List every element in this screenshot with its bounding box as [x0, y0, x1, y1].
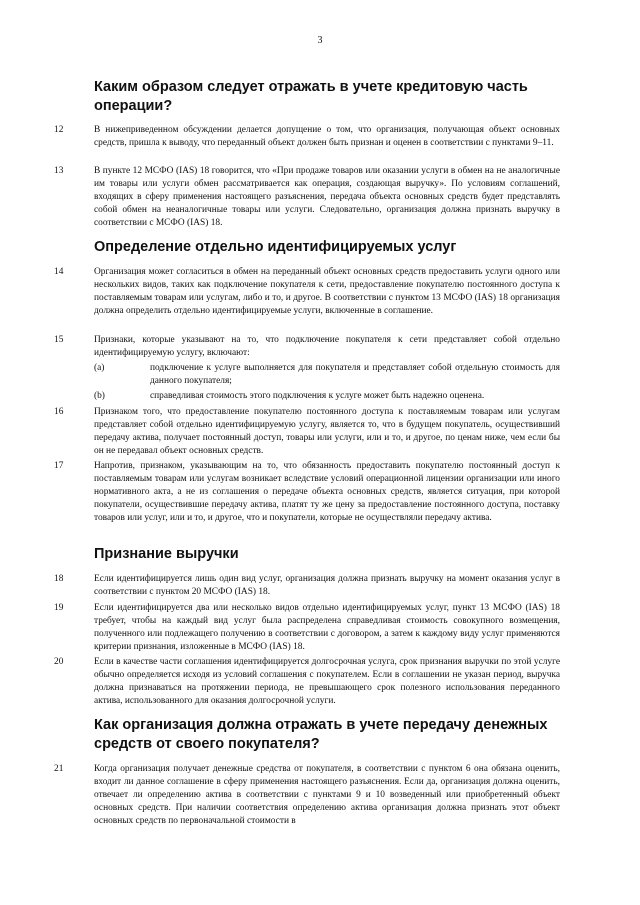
paragraph-number: 15: [54, 335, 64, 345]
paragraph-text: Если идентифицируется два или несколько видов отдельно идентифицируемых услуг, пункт 13 МСФО (IAS) 18 требует, чтобы на каждый вид услуг была распределена справедливая стоимость совокупного возмещения, полученного или подлежащего получению в соответствии с договором, а затем к каждому виду услуг применяются критерии признания, изложенные в МСФО (IAS) 18.: [94, 603, 560, 652]
paragraph-number: 13: [54, 166, 64, 176]
list-marker: (a): [94, 363, 105, 373]
paragraph-number: 14: [54, 267, 64, 277]
list-item-text: справедливая стоимость этого подключения к услуге может быть надежно оценена.: [150, 391, 485, 401]
paragraph-number: 19: [54, 603, 64, 613]
section-heading-revenue: Признание выручки: [94, 546, 239, 562]
section-heading-cash: Как организация должна отражать в учете передачу денежных средств от своего покупателя?: [94, 717, 548, 752]
section-heading-credit: Каким образом следует отражать в учете кредитовую часть операции?: [94, 79, 528, 114]
paragraph-text: Когда организация получает денежные средства от покупателя, в соответствии с пунктом 6 она обязана оценить, входит ли данное соглашение в сферу применения настоящего разъяснения. Если да, организация должна оценить, отвечает ли определению актива в соответствии с пунктами 9 и 10 возведенный или приобретенный объект основных средств. При наличии соответствия определению актива организация должна признать этот объект основных средств по первоначальной стоимости в: [94, 764, 560, 826]
paragraph-number: 21: [54, 764, 64, 774]
paragraph-text: Если в качестве части соглашения идентифицируется долгосрочная услуга, срок признания выручки по этой услуге обычно определяется исходя из условий соглашения с покупателем. Если в соглашении не указан период, выручка должна признаваться на протяжении периода, не превышающего срок полезного использования переданного актива, использованного для оказания долгосрочной услуги.: [94, 657, 560, 706]
page-number: 3: [317, 35, 323, 46]
paragraph-text: Признаком того, что предоставление покупателю постоянного доступа к поставляемым товарам или услугам представляет собой отдельно идентифицируемую услугу, является то, что в будущем покупатель, осуществивший передачу актива, получает постоянный доступ, товары или услуги, или и то, и другое, по ценам ниже, чем если бы он не передавал объект основных средств.: [94, 407, 560, 456]
list-item-text: подключение к услуге выполняется для покупателя и представляет собой отдельную стоимость для данного покупателя;: [150, 363, 560, 386]
paragraph-number: 20: [54, 657, 64, 667]
paragraph-text: Организация может согласиться в обмен на переданный объект основных средств предоставить услуги одного или нескольких видов, таких как подключение покупателя к сети, предоставление покупателю постоянного доступа к поставляемым товарам или услугам, либо и то, и другое. В соответствии с пунктом 13 МСФО (IAS) 18 организация должна определить отдельно идентифицируемые услуги, включенные в соглашение.: [94, 267, 560, 316]
list-marker: (b): [94, 391, 105, 401]
paragraph-number: 12: [54, 125, 64, 135]
section-heading-services: Определение отдельно идентифицируемых услуг: [94, 239, 457, 255]
paragraph-text: Напротив, признаком, указывающим на то, что обязанность предоставить покупателю постоянный доступ к поставляемым товарам или услугам возникает вследствие условий операционной лицензии организации или иного нормативного акта, а не из соглашения о передаче объекта основных средств, является ситуация, при которой покупатели, осуществившие передачу актива, платят ту же цену за предоставление постоянного доступа, поставку товаров или услуг, или и то, и другое, что и покупатели, которые не осуществляли передачу актива.: [94, 461, 560, 523]
paragraph-number: 18: [54, 574, 64, 584]
paragraph-number: 16: [54, 407, 64, 417]
paragraph-text: В нижеприведенном обсуждении делается допущение о том, что организация, получающая объект основных средств, пришла к выводу, что переданный объект должен быть признан и оценен в соответствии с пунктами 9–11.: [94, 125, 560, 148]
paragraph-number: 17: [54, 461, 64, 471]
paragraph-text: В пункте 12 МСФО (IAS) 18 говорится, что «При продаже товаров или оказании услуги в обмен на не аналогичные им товары или услуги обмен рассматривается как операция, создающая выручку». По условиям соглашений, входящих в сферу применения настоящего разъяснения, передача объекта основных средств будет представлять собой обмен на неаналогичные товары или услуги. Следовательно, организация должна признать выручку в соответствии с МСФО (IAS) 18.: [94, 166, 560, 228]
paragraph-text: Признаки, которые указывают на то, что подключение покупателя к сети представляет собой отдельно идентифицируемую услугу, включают:: [94, 335, 560, 358]
paragraph-text: Если идентифицируется лишь один вид услуг, организация должна признать выручку на момент оказания услуг в соответствии с пунктом 20 МСФО (IAS) 18.: [94, 574, 560, 597]
